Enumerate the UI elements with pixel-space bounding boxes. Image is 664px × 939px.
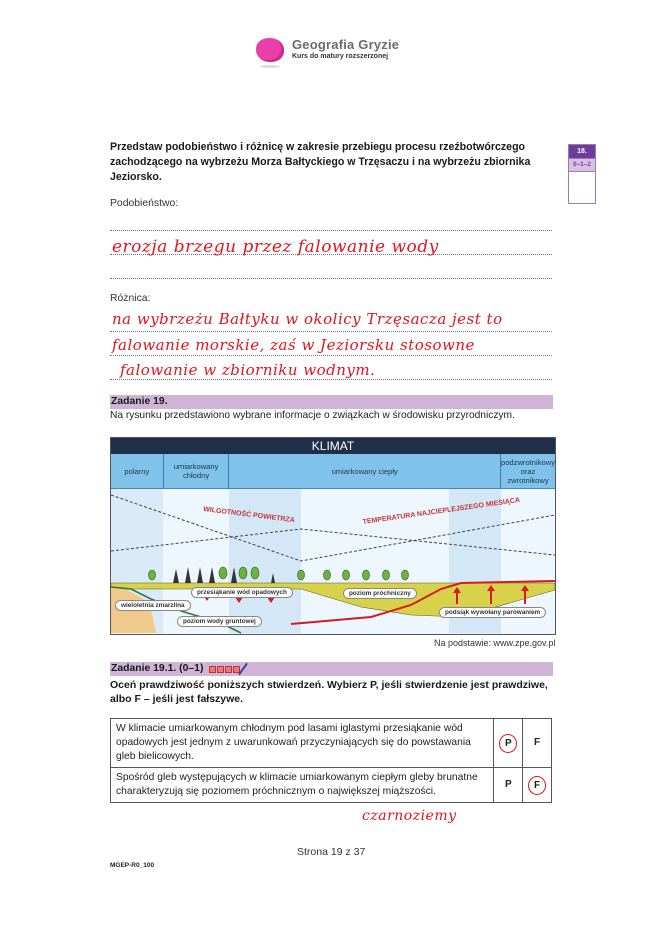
svg-text:WILGOTNOŚĆ POWIETRZA: WILGOTNOŚĆ POWIETRZA [202,506,296,525]
difference-answer-line-2[interactable]: falowanie morskie, zaś w Jeziorsku stosowne [112,336,475,354]
table-row [111,719,552,768]
caption-groundwater: poziom wody gruntowej [177,616,262,627]
figure-title: KLIMAT [111,438,555,454]
option-p-row-1[interactable] [494,719,523,768]
score-box-points: 0–1–2 [569,158,595,172]
zone-subtropical-tropical: podzwrotnikowy oraz zwrotnikowy [500,457,556,485]
task19-intro: Na rysunku przedstawiono wybrane informacje o związkach w środowisku przyrodniczym. [110,410,515,421]
task19-1-title-bar [110,662,553,676]
zone-polar: polarny [111,454,164,488]
difference-answer-line-3[interactable]: falowanie w zbiorniku wodnym. [120,361,376,379]
similarity-label: Podobieństwo: [110,198,179,209]
logo-subtitle: Kurs do matury rozszerzonej [292,53,389,60]
zone-cool-temperate: umiarkowany chłodny [164,454,230,488]
exam-code: MGEP-R0_100 [110,862,155,869]
climate-zones [111,454,555,489]
true-false-table [110,718,552,803]
task19-title: Zadanie 19. [110,395,553,409]
answer-line [110,230,552,231]
logo-title: Geografia Gryzie [292,37,400,52]
selected-circle[interactable]: F [528,776,546,795]
caption-capillary: podsiąk wywołany parowaniem [439,607,546,618]
climate-figure [110,437,556,635]
figure-source: Na podstawie: www.zpe.gov.pl [434,638,556,648]
statement-1: W klimacie umiarkowanym chłodnym pod lasami iglastymi przesiąkanie wód opadowych jest jednym z uwarunkowań przyczyniających się do powstawania gleb bielicowych. [111,719,494,768]
caption-permafrost: wieloletnia zmarzlina [115,600,191,611]
difference-label: Różnica: [110,293,151,304]
answer-line [110,331,552,332]
brain-icon [256,38,284,62]
option-f-row-2[interactable] [523,768,552,803]
task18-prompt: Przedstaw podobieństwo i różnicę w zakresie przebiegu procesu rzeźbotwórczego zachodzącego na wybrzeżu Morza Bałtyckiego w Trzęsaczu i na wybrzeżu zbiornika Jeziorsko. [110,141,531,183]
selected-circle[interactable]: P [499,734,517,753]
brand-logo [256,38,399,62]
page-number: Strona 19 z 37 [297,846,366,858]
zone-warm-temperate: umiarkowany ciepły [229,454,501,488]
score-box-number: 18. [569,145,595,158]
answer-line [110,278,552,279]
caption-humus: poziom próchniczny [343,588,417,599]
answer-line [110,355,552,356]
score-box [568,144,596,204]
caption-infiltration: przesiąkanie wód opadowych [191,587,293,598]
difference-answer-line-1[interactable]: na wybrzeżu Bałtyku w okolicy Trzęsacza jest to [112,310,503,328]
option-f-row-1[interactable]: F [523,719,552,768]
answer-line [110,379,552,380]
option-p-row-2[interactable]: P [494,768,523,803]
table-row [111,768,552,803]
svg-text:TEMPERATURA NAJCIEPLEJSZEGO MI: TEMPERATURA NAJCIEPLEJSZEGO MIESIĄCA [362,496,521,526]
handwritten-note: czarnoziemy [362,808,457,824]
score-squares-icon [209,666,240,673]
similarity-answer[interactable]: erozja brzegu przez falowanie wody [112,237,439,257]
task19-1-title: Zadanie 19.1. (0–1) [111,663,204,674]
statement-2: Spośród gleb występujących w klimacie umiarkowanym ciepłym gleby brunatne charakteryzują się poziomem próchnicznym o największej miąższości. [111,768,494,803]
task19-1-instruction: Oceń prawdziwość poniższych stwierdzeń. Wybierz P, jeśli stwierdzenie jest prawdziwe, albo F – jeśli jest fałszywe. [110,679,548,705]
